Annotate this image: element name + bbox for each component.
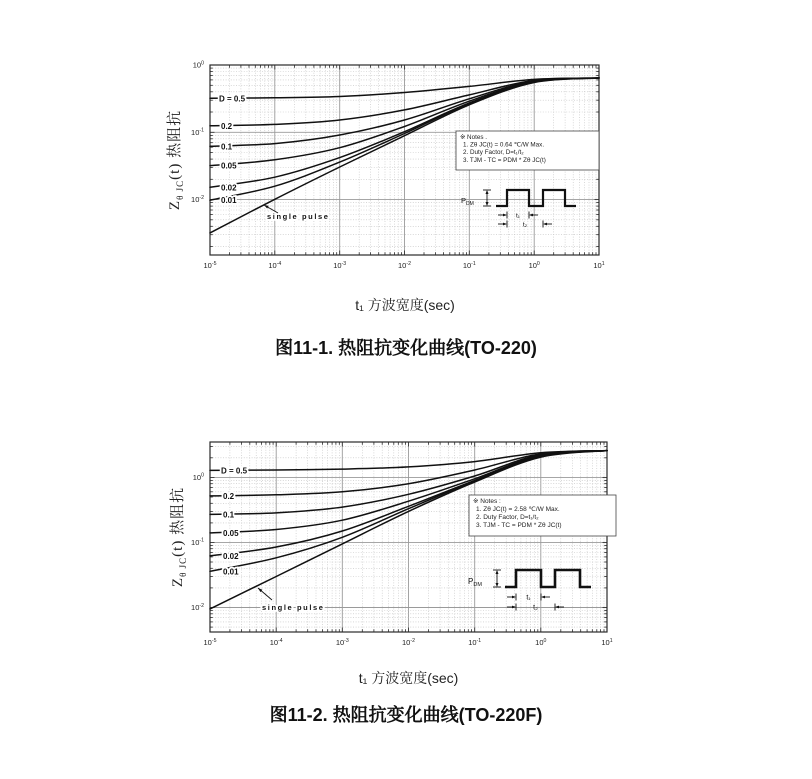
note-line: 3. TJM - TC = PDM * Zθ JC(t)	[463, 156, 546, 164]
dimension-label: t₂	[522, 221, 528, 229]
x-tick-label: $10^{-1}$	[462, 260, 476, 270]
pulse-waveform	[461, 190, 576, 228]
curve-label: 0.01	[223, 567, 239, 577]
arrowhead	[512, 606, 516, 609]
curve-label: 0.1	[223, 510, 235, 520]
y-axis-rest: (t) 热阻抗	[167, 109, 183, 180]
y-tick-label: $10^{-2}$	[191, 602, 204, 612]
arrowhead	[503, 214, 507, 217]
curve-label: 0.01	[221, 196, 237, 206]
figure2-y-axis-title	[166, 442, 188, 632]
curve-label: 0.02	[223, 551, 239, 561]
x-tick-label: $10^{-3}$	[335, 637, 349, 647]
pdm-label: $P_{DM}$	[468, 577, 482, 588]
x-tick-label: $10^{-5}$	[203, 260, 217, 270]
note-line: ※ Notes :	[473, 498, 501, 505]
note-line: 2. Duty Factor, D=t₁/t₂	[476, 514, 539, 521]
y-axis-symbol: Z	[170, 576, 186, 588]
curve-label-single-pulse: single pulse	[267, 212, 330, 221]
arrowhead	[486, 202, 489, 206]
figure1-caption: 图11-1. 热阻抗变化曲线(TO-220)	[275, 338, 537, 358]
figure1-x-axis-title: t₁ 方波宽度(sec)	[355, 297, 455, 313]
notes-box	[469, 495, 616, 536]
arrowhead	[543, 223, 547, 226]
figure1-y-axis-title	[163, 65, 185, 255]
x-tick-label: $10^1$	[601, 637, 613, 647]
y-tick-label: $10^{-1}$	[191, 127, 204, 137]
arrowhead	[512, 596, 516, 599]
x-tick-label: $10^0$	[528, 260, 540, 270]
note-line: 1. Zθ JC(t) = 0.64 ℃/W Max.	[463, 141, 545, 149]
y-axis-subscript: θ JC	[175, 179, 185, 200]
notes-box	[456, 131, 599, 170]
x-tick-label: $10^{-3}$	[333, 260, 347, 270]
note-line: 2. Duty Factor, D=t₁/t₂	[463, 149, 524, 157]
arrowhead	[555, 606, 559, 609]
y-axis-subscript: θ JC	[178, 556, 188, 577]
y-tick-label: $10^0$	[192, 60, 204, 70]
curve-label: 0.02	[221, 183, 237, 193]
note-line: ※ Notes .	[460, 134, 487, 141]
y-tick-label: $10^0$	[192, 472, 204, 482]
arrowhead	[496, 583, 499, 587]
y-tick-label: $10^{-1}$	[191, 537, 204, 547]
curve-label: D = 0.5	[221, 466, 248, 476]
arrowhead	[496, 570, 499, 574]
y-axis-symbol: Z	[167, 199, 183, 211]
figure-1-TO-220	[191, 60, 605, 270]
curve-label: 0.05	[221, 161, 237, 171]
figure-2-TO-220F	[191, 442, 616, 647]
x-tick-label: $10^{-2}$	[398, 260, 411, 270]
dimension-label: t₂	[533, 604, 538, 612]
y-tick-label: $10^{-2}$	[191, 194, 204, 205]
arrowhead	[486, 190, 489, 194]
curve-label: 0.2	[221, 121, 233, 131]
dimension-label: t₁	[516, 212, 520, 220]
x-tick-label: $10^{-4}$	[269, 637, 283, 647]
curve-label: 0.05	[223, 528, 239, 538]
curve-labels	[221, 466, 325, 612]
arrowhead	[503, 223, 507, 226]
x-tick-label: $10^{-1}$	[468, 637, 482, 647]
curve-label: 0.2	[223, 491, 235, 501]
x-tick-label: $10^1$	[593, 260, 605, 270]
y-axis-rest: (t) 热阻抗	[170, 486, 186, 557]
figure2-x-axis-title: t₁ 方波宽度(sec)	[358, 670, 459, 686]
dimension-label: t₁	[526, 594, 531, 602]
curve-label: D = 0.5	[219, 94, 246, 104]
pdm-label: $P_{DM}$	[461, 196, 474, 207]
curve-label: 0.1	[221, 142, 233, 152]
note-line: 3. TJM - TC = PDM * Zθ JC(t)	[476, 522, 562, 529]
figure2-caption: 图11-2. 热阻抗变化曲线(TO-220F)	[269, 705, 543, 725]
curve-labels	[219, 94, 330, 221]
x-tick-label: $10^{-5}$	[203, 637, 217, 647]
note-line: 1. Zθ JC(t) = 2.58 ℃/W Max.	[476, 506, 560, 513]
curve-label-single-pulse: single pulse	[262, 603, 325, 612]
arrowhead	[541, 596, 545, 599]
x-tick-label: $10^{-2}$	[402, 637, 415, 647]
x-tick-label: $10^0$	[535, 637, 547, 647]
x-tick-label: $10^{-4}$	[268, 260, 282, 270]
